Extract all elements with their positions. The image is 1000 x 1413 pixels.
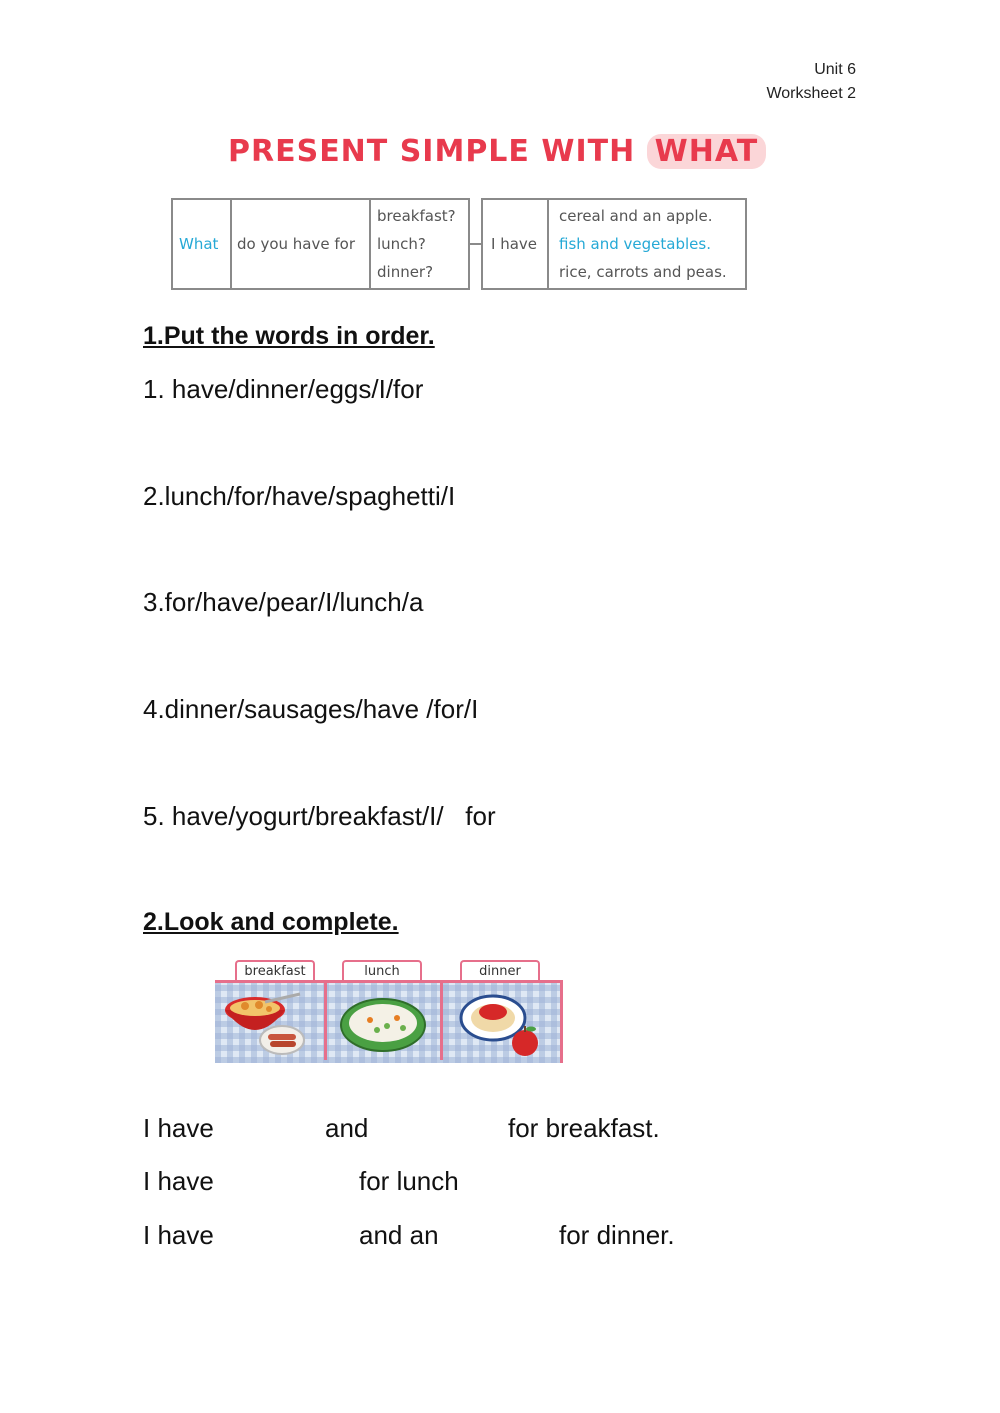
sausage-plate-icon [260, 1026, 304, 1054]
sentence-fragment: for lunch [359, 1166, 459, 1196]
section1-heading: 1.Put the words in order. [143, 322, 435, 350]
cereal-bowl-icon [225, 994, 300, 1030]
exercise-item: 1. have/dinner/eggs/I/for [143, 374, 424, 404]
sentence-fragment: and [325, 1113, 369, 1143]
food-option-highlight: fish and vegetables. [559, 235, 711, 253]
meal-option: dinner? [377, 263, 434, 281]
page-title [228, 134, 766, 169]
title-highlight: WHAT [647, 134, 767, 169]
question-phrase: do you have for [237, 235, 355, 253]
sentence-fragment: I have [143, 1113, 214, 1143]
title-main: PRESENT SIMPLE WITH [228, 134, 636, 169]
exercise-item: 3.for/have/pear/I/lunch/a [143, 587, 424, 617]
sentence-fragment: I have [143, 1166, 214, 1196]
exercise-item: 5. have/yogurt/breakfast/I/ for [143, 801, 496, 831]
exercise-item: 4.dinner/sausages/have /for/I [143, 694, 479, 724]
section2-heading: 2.Look and complete. [143, 908, 399, 936]
food-option: cereal and an apple. [559, 207, 713, 225]
rice-plate-icon [341, 999, 425, 1051]
tab-lunch: lunch [342, 960, 422, 982]
spaghetti-plate-icon [461, 996, 525, 1040]
tab-breakfast: breakfast [235, 960, 315, 982]
what-word: What [179, 235, 219, 253]
food-option: rice, carrots and peas. [559, 263, 727, 281]
answer-subject: I have [491, 235, 537, 253]
meal-option: lunch? [377, 235, 426, 253]
unit-label: Unit 6 [814, 61, 856, 78]
food-illustration [215, 980, 563, 1063]
exercise-item: 2.lunch/for/have/spaghetti/I [143, 481, 456, 511]
sentence-fragment: for breakfast. [508, 1113, 660, 1143]
tab-dinner: dinner [460, 960, 540, 982]
meal-option: breakfast? [377, 207, 456, 225]
sentence-fragment: I have [143, 1220, 214, 1250]
sentence-fragment: for dinner. [559, 1220, 675, 1250]
sentence-fragment: and an [359, 1220, 439, 1250]
worksheet-label: Worksheet 2 [766, 85, 856, 102]
